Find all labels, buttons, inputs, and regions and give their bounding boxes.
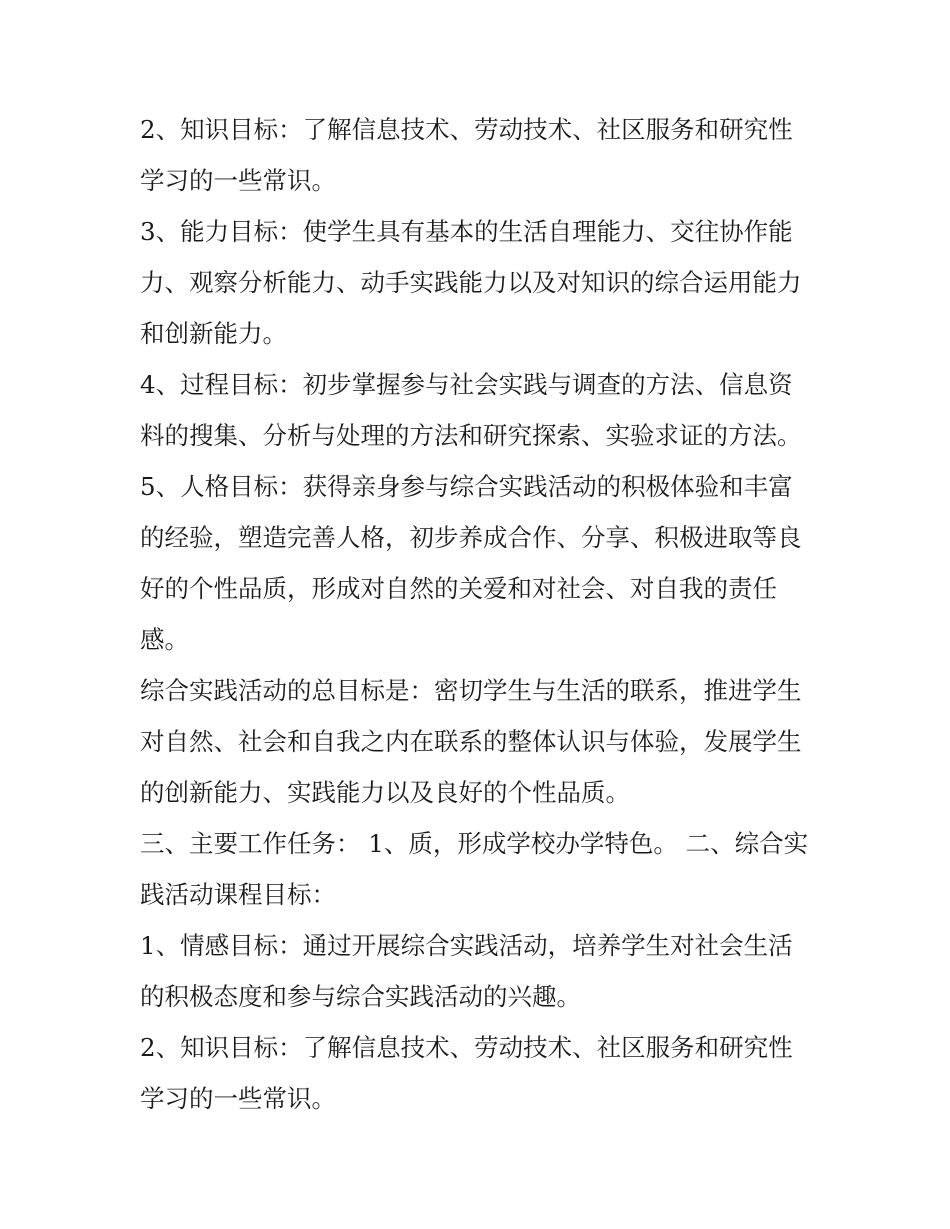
text-line: 的创新能力、实践能力以及良好的个性品质。 xyxy=(140,778,630,807)
text-line: 三、主要工作任务： 1、质，形成学校办学特色。 二、综合实 xyxy=(140,829,809,858)
text-line: 好的个性品质，形成对自然的关爱和对社会、对自我的责任 xyxy=(140,574,777,603)
text-line: 学习的一些常识。 xyxy=(140,1084,336,1113)
text-line: 的经验，塑造完善人格，初步养成合作、分享、积极进取等良 xyxy=(140,523,802,552)
text-line: 和创新能力。 xyxy=(140,319,287,348)
text-line: 的积极态度和参与综合实践活动的兴趣。 xyxy=(140,982,581,1011)
text-line: 力、观察分析能力、动手实践能力以及对知识的综合运用能力 xyxy=(140,268,802,297)
text-line: 2、知识目标：了解信息技术、劳动技术、社区服务和研究性 xyxy=(140,115,793,144)
text-line: 2、知识目标：了解信息技术、劳动技术、社区服务和研究性 xyxy=(140,1033,793,1062)
text-line: 综合实践活动的总目标是：密切学生与生活的联系，推进学生 xyxy=(140,676,802,705)
text-line: 料的搜集、分析与处理的方法和研究探索、实验求证的方法。 xyxy=(140,421,802,450)
text-line: 3、能力目标：使学生具有基本的生活自理能力、交往协作能 xyxy=(140,217,793,246)
text-line: 对自然、社会和自我之内在联系的整体认识与体验，发展学生 xyxy=(140,727,802,756)
text-line: 5、人格目标：获得亲身参与综合实践活动的积极体验和丰富 xyxy=(140,472,793,501)
text-line: 践活动课程目标： xyxy=(140,880,336,909)
text-line: 感。 xyxy=(140,625,189,654)
document-body xyxy=(140,104,820,1124)
text-line: 学习的一些常识。 xyxy=(140,166,336,195)
text-line: 1、情感目标：通过开展综合实践活动，培养学生对社会生活 xyxy=(140,931,793,960)
text-line: 4、过程目标：初步掌握参与社会实践与调查的方法、信息资 xyxy=(140,370,793,399)
